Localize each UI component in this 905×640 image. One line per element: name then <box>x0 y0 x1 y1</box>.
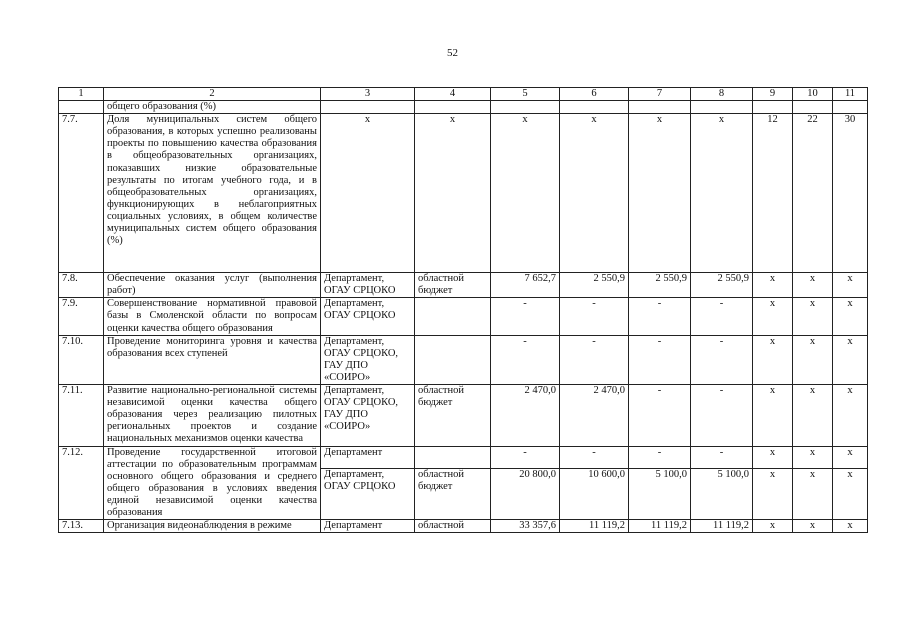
row-description: Совершенствование нормативной правовой базы в Смоленской области по вопросам оценки качества общего образования <box>104 298 321 335</box>
column-header: 4 <box>415 88 491 101</box>
row-value-6: - <box>560 446 629 468</box>
row-value-6: - <box>560 335 629 384</box>
row-value-7: - <box>629 446 691 468</box>
row-value-5: - <box>491 298 560 335</box>
row-number: 7.11. <box>59 385 104 446</box>
row-executor: Департамент, ОГАУ СРЦОКО <box>321 468 415 520</box>
row-value-8: 11 119,2 <box>691 520 753 533</box>
row-executor: Департамент <box>321 520 415 533</box>
row-value-9: x <box>753 520 793 533</box>
row-value-7: - <box>629 298 691 335</box>
row-source: областной бюджет <box>415 273 491 298</box>
row-executor: Департамент, ОГАУ СРЦОКО <box>321 273 415 298</box>
row-value-6: - <box>560 298 629 335</box>
row-value-8: 5 100,0 <box>691 468 753 520</box>
row-description: Доля муниципальных систем общего образования, в которых успешно реализованы проекты по повышению качества образования в общеобразовательных организациях, показавших низкие образовательные результаты по итогам учебного года, и в общеобразовательных организациях, функционирующих в неблагоприятных социальных условиях, в общем количестве муниципальных систем общего образования (%) <box>104 114 321 273</box>
row-value-11: 30 <box>833 114 868 273</box>
row-value-9: x <box>753 335 793 384</box>
row-value-9: x <box>753 385 793 446</box>
column-header: 6 <box>560 88 629 101</box>
row-value-5: - <box>491 335 560 384</box>
row-number: 7.10. <box>59 335 104 384</box>
row-source: областной бюджет <box>415 385 491 446</box>
column-header: 9 <box>753 88 793 101</box>
column-header: 3 <box>321 88 415 101</box>
row-value-8: - <box>691 335 753 384</box>
row-number: 7.7. <box>59 114 104 273</box>
row-value-9: 12 <box>753 114 793 273</box>
row-description: Проведение мониторинга уровня и качества образования всех ступеней <box>104 335 321 384</box>
column-header: 2 <box>104 88 321 101</box>
row-value-11: x <box>833 298 868 335</box>
row-value-6: 11 119,2 <box>560 520 629 533</box>
row-value-8: - <box>691 385 753 446</box>
row-value-6: 2 550,9 <box>560 273 629 298</box>
column-header: 8 <box>691 88 753 101</box>
row-value-10: x <box>793 468 833 520</box>
row-value-10: x <box>793 520 833 533</box>
row-description: Развитие национально-региональной системы независимой оценки качества общего образования через реализацию пилотных региональных проектов и создание национальных механизмов оценки качества <box>104 385 321 446</box>
row-value-9: x <box>753 273 793 298</box>
row-executor: Департамент, ОГАУ СРЦОКО <box>321 298 415 335</box>
row-source <box>415 446 491 468</box>
row-value-5: 2 470,0 <box>491 385 560 446</box>
row-value-10: x <box>793 273 833 298</box>
row-value-5: 20 800,0 <box>491 468 560 520</box>
row-value-8: x <box>691 114 753 273</box>
column-number-row <box>59 88 868 101</box>
row-executor: x <box>321 114 415 273</box>
column-header: 5 <box>491 88 560 101</box>
row-number: 7.8. <box>59 273 104 298</box>
table-row <box>59 385 868 446</box>
row-source: областной бюджет <box>415 468 491 520</box>
row-value-10: x <box>793 335 833 384</box>
row-executor: Департамент, ОГАУ СРЦОКО, ГАУ ДПО «СОИРО» <box>321 335 415 384</box>
row-value-6: x <box>560 114 629 273</box>
column-header: 1 <box>59 88 104 101</box>
row-value-10: x <box>793 385 833 446</box>
table-row <box>59 298 868 335</box>
row-value-7: - <box>629 335 691 384</box>
row-value-11: x <box>833 520 868 533</box>
row-description: Проведение государственной итоговой аттестации по образовательным программам основного общего образования и среднего общего образования в условиях введения единой независимой оценки качества образования <box>104 446 321 520</box>
row-value-8: 2 550,9 <box>691 273 753 298</box>
row-value-6: 2 470,0 <box>560 385 629 446</box>
row-value-5: 7 652,7 <box>491 273 560 298</box>
row-value-5: - <box>491 446 560 468</box>
table-body <box>59 88 868 533</box>
row-source <box>415 298 491 335</box>
row-value-11: x <box>833 385 868 446</box>
row-number: 7.9. <box>59 298 104 335</box>
row-value-6: 10 600,0 <box>560 468 629 520</box>
row-value-7: - <box>629 385 691 446</box>
row-value-11: x <box>833 446 868 468</box>
continuation-text: общего образования (%) <box>104 101 321 114</box>
column-header: 10 <box>793 88 833 101</box>
row-value-7: 2 550,9 <box>629 273 691 298</box>
row-value-11: x <box>833 335 868 384</box>
program-table <box>58 87 868 533</box>
row-value-9: x <box>753 298 793 335</box>
table-row <box>59 273 868 298</box>
row-value-11: x <box>833 273 868 298</box>
column-header: 11 <box>833 88 868 101</box>
row-value-7: 11 119,2 <box>629 520 691 533</box>
row-value-5: x <box>491 114 560 273</box>
row-executor: Департамент <box>321 446 415 468</box>
row-number: 7.12. <box>59 446 104 520</box>
table-row <box>59 335 868 384</box>
row-value-10: 22 <box>793 114 833 273</box>
row-description: Организация видеонаблюдения в режиме <box>104 520 321 533</box>
row-number: 7.13. <box>59 520 104 533</box>
row-source: областной <box>415 520 491 533</box>
row-value-9: x <box>753 468 793 520</box>
continuation-row <box>59 101 868 114</box>
row-source <box>415 335 491 384</box>
row-value-7: x <box>629 114 691 273</box>
row-value-8: - <box>691 298 753 335</box>
row-value-9: x <box>753 446 793 468</box>
row-value-5: 33 357,6 <box>491 520 560 533</box>
row-description: Обеспечение оказания услуг (выполнения работ) <box>104 273 321 298</box>
row-value-8: - <box>691 446 753 468</box>
row-value-10: x <box>793 446 833 468</box>
row-executor: Департамент, ОГАУ СРЦОКО, ГАУ ДПО «СОИРО» <box>321 385 415 446</box>
row-source: x <box>415 114 491 273</box>
column-header: 7 <box>629 88 691 101</box>
row-value-11: x <box>833 468 868 520</box>
row-value-10: x <box>793 298 833 335</box>
table-row <box>59 520 868 533</box>
page-number: 52 <box>447 47 458 59</box>
row-value-7: 5 100,0 <box>629 468 691 520</box>
table-row <box>59 446 868 468</box>
table-row <box>59 114 868 273</box>
